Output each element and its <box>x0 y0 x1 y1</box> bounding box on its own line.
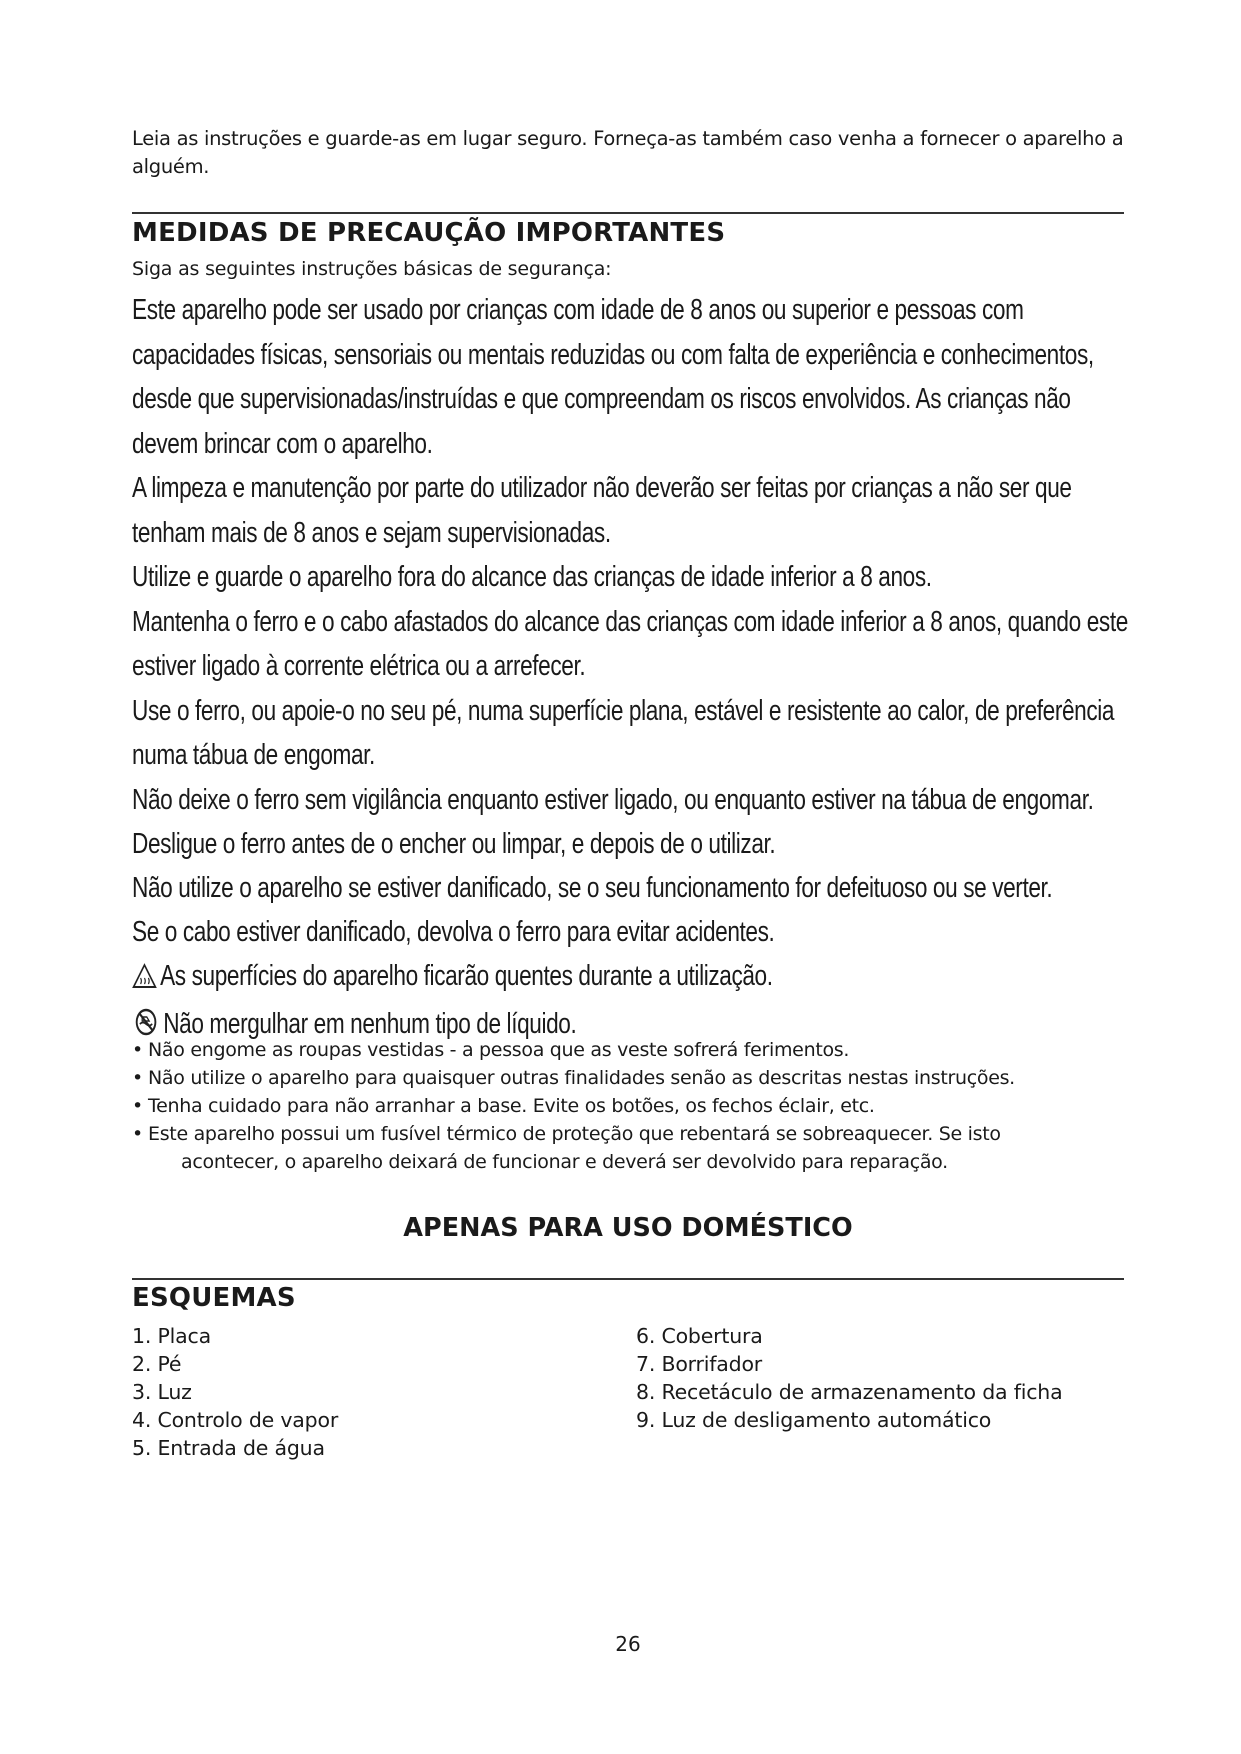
warning-line: Não utilize o aparelho se estiver danificado, se o seu funcionamento for defeituoso ou se verter. <box>132 872 1053 904</box>
warning-line: Este aparelho pode ser usado por crianças com idade de 8 anos ou superior e pessoas com <box>132 294 1024 326</box>
warning-line: devem brincar com o aparelho. <box>132 427 433 460</box>
warning-line: numa tábua de engomar. <box>132 739 375 771</box>
diagram-list-left <box>132 1322 338 1462</box>
warning-line: Use o ferro, ou apoie-o no seu pé, numa superfície plana, estável e resistente ao calor, de preferência <box>132 694 1115 727</box>
warning-line: Se o cabo estiver danificado, devolva o ferro para evitar acidentes. <box>132 916 775 948</box>
warning-line: A limpeza e manutenção por parte do utilizador não deverão ser feitas por crianças a não ser que <box>132 472 1072 504</box>
diagram-list-right <box>636 1322 1062 1434</box>
warning-line: capacidades físicas, sensoriais ou mentais reduzidas ou com falta de experiência e conhecimentos, <box>132 338 1094 371</box>
bullet-item: • Tenha cuidado para não arranhar a base. Evite os botões, os fechos éclair, etc. <box>132 1092 1124 1120</box>
bullet-list <box>132 1036 1124 1176</box>
hot-surface-icon <box>132 958 157 1002</box>
bullet-item: • Não utilize o aparelho para quaisquer outras finalidades senão as descritas nestas instruções. <box>132 1064 1124 1092</box>
hot-surface-warning-text: As superfícies do aparelho ficarão quentes durante a utilização. <box>160 960 773 992</box>
bullet-item: • Não engome as roupas vestidas - a pessoa que as veste sofrerá ferimentos. <box>132 1036 1124 1064</box>
section-divider <box>132 1278 1124 1280</box>
precautions-title: MEDIDAS DE PRECAUÇÃO IMPORTANTES <box>132 218 726 248</box>
section-divider <box>132 212 1124 214</box>
intro-text: Leia as instruções e guarde-as em lugar seguro. Forneça-as também caso venha a fornecer o aparelho a alguém. <box>132 127 1124 178</box>
warning-line: Mantenha o ferro e o cabo afastados do alcance das crianças com idade inferior a 8 anos, quando este <box>132 605 1128 638</box>
diagram-item: 7. Borrifador <box>636 1352 763 1376</box>
warning-line: tenham mais de 8 anos e sejam supervisionadas. <box>132 516 611 549</box>
diagram-item: 9. Luz de desligamento automático <box>636 1408 992 1432</box>
no-immerse-warning-text: Não mergulhar em nenhum tipo de líquido. <box>163 1008 577 1040</box>
diagram-item: 6. Cobertura <box>636 1324 763 1348</box>
diagram-item: 1. Placa <box>132 1324 211 1348</box>
diagram-item: 4. Controlo de vapor <box>132 1408 339 1432</box>
warning-line: desde que supervisionadas/instruídas e que compreendam os riscos envolvidos. As crianças não <box>132 383 1071 415</box>
diagram-item: 3. Luz <box>132 1380 192 1404</box>
page-number: 26 <box>615 1632 641 1656</box>
diagram-item: 8. Recetáculo de armazenamento da ficha <box>636 1380 1063 1404</box>
warning-line: Utilize e guarde o aparelho fora do alcance das crianças de idade inferior a 8 anos. <box>132 561 932 593</box>
diagram-item: 5. Entrada de água <box>132 1436 325 1460</box>
safety-warnings <box>132 288 1132 1050</box>
diagrams-title: ESQUEMAS <box>132 1283 296 1313</box>
bullet-continuation: acontecer, o aparelho deixará de funcionar e deverá ser devolvido para reparação. <box>181 1151 948 1173</box>
domestic-use-heading: APENAS PARA USO DOMÉSTICO <box>403 1213 853 1243</box>
warning-line: estiver ligado à corrente elétrica ou a arrefecer. <box>132 650 586 682</box>
warning-line: Desligue o ferro antes de o encher ou limpar, e depois de o utilizar. <box>132 828 776 860</box>
hot-surface-warning <box>132 954 1138 1002</box>
precautions-subtitle: Siga as seguintes instruções básicas de segurança: <box>132 258 612 280</box>
bullet-item: • Este aparelho possui um fusível térmico de proteção que rebentará se sobreaquecer. Se isto <box>132 1120 1124 1148</box>
warning-line: Não deixe o ferro sem vigilância enquanto estiver ligado, ou enquanto estiver na tábua de engomar. <box>132 783 1094 816</box>
diagram-item: 2. Pé <box>132 1352 182 1376</box>
